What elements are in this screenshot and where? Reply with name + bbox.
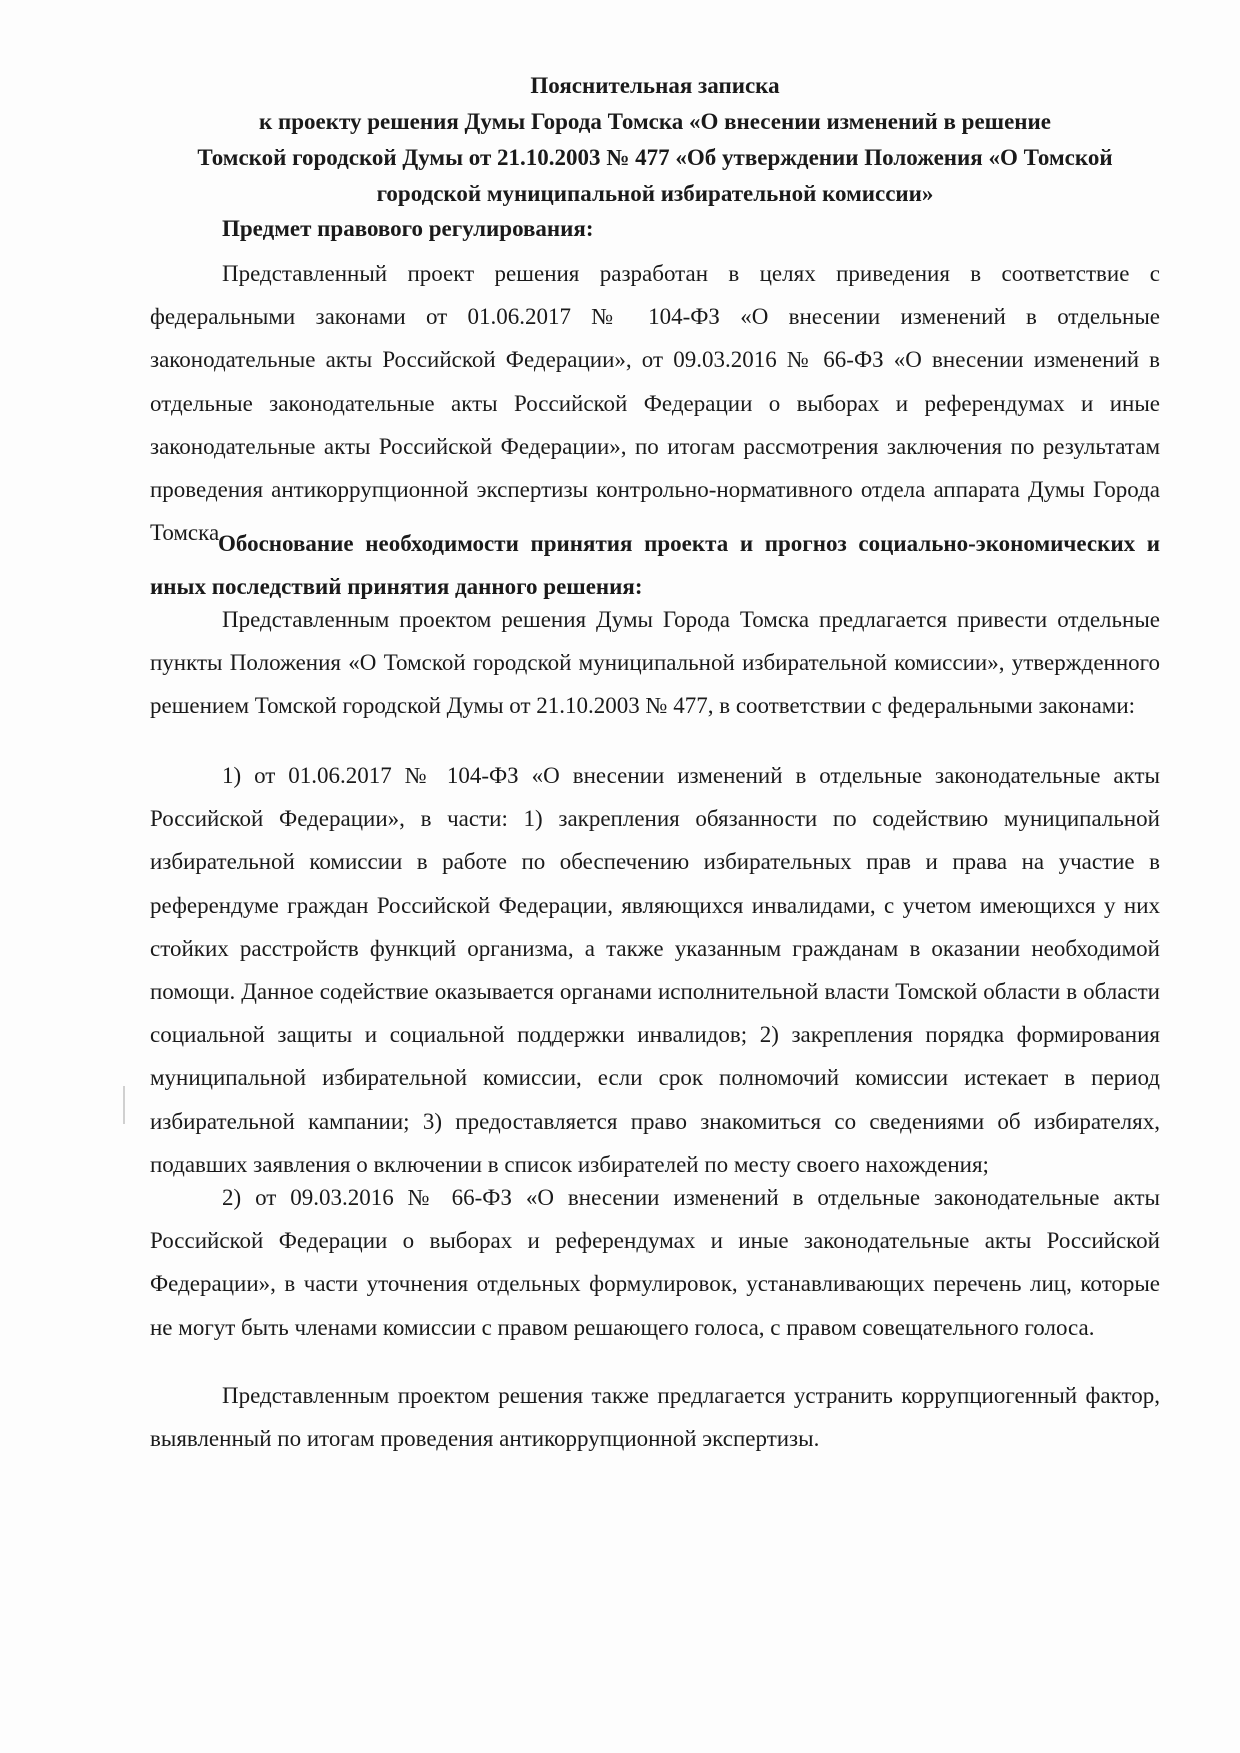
paragraph-justification: Представленным проектом решения Думы Города Томска предлагается привести отдельные пункты Положения «О Томской городской муниципальной избирательной комиссии», утвержденного решением Томской городской Думы от 21.10.2003 № 477, в соответствии с федеральными законами:	[150, 607, 1160, 719]
title-line-3: Томской городской Думы от 21.10.2003 № 477 «Об утверждении Положения «О Томской	[197, 145, 1113, 170]
list-item-1: 1) от 01.06.2017 № 104-ФЗ «О внесении изменений в отдельные законодательные акты Российской Федерации», в части: 1) закрепления обязанности по содействию муниципальной избирательной комиссии в работе по обеспечению избирательных прав и права на участие в референдуме граждан Российской Федерации, являющихся инвалидами, с учетом имеющихся у них стойких расстройств функций организма, а также указанным гражданам в оказании необходимой помощи. Данное содействие оказывается органами исполнительной власти Томской области в области социальной защиты и социальной поддержки инвалидов; 2) закрепления порядка формирования муниципальной избирательной комиссии, если срок полномочий комиссии истекает в период избирательной кампании; 3) предоставляется право знакомиться со сведениями об избирателях, подавших заявления о включении в список избирателей по месту своего нахождения;	[150, 763, 1160, 1177]
title-line-4: городской муниципальной избирательной комиссии»	[376, 181, 934, 206]
section-heading-justification: Обоснование необходимости принятия проекта и прогноз социально-экономических и иных последствий принятия данного решения:	[150, 531, 1160, 599]
title-line-2: к проекту решения Думы Города Томска «О внесении изменений в решение	[258, 109, 1052, 134]
list-item-2: 2) от 09.03.2016 № 66-ФЗ «О внесении изменений в отдельные законодательные акты Российской Федерации о выборах и референдумах и иные законодательные акты Российской Федерации», в части уточнения отдельных формулировок, устанавливающих перечень лиц, которые не могут быть членами комиссии с правом решающего голоса, с правом совещательного голоса.	[150, 1185, 1160, 1340]
title-line-1: Пояснительная записка	[530, 73, 780, 98]
section-heading-subject: Предмет правового регулирования:	[222, 216, 594, 241]
paragraph-subject: Представленный проект решения разработан в целях приведения в соответствие с федеральными законами от 01.06.2017 № 104-ФЗ «О внесении изменений в отдельные законодательные акты Российской Федерации», от 09.03.2016 № 66-ФЗ «О внесении изменений в отдельные законодательные акты Российской Федерации о выборах и референдумах и иные законодательные акты Российской Федерации», по итогам рассмотрения заключения по результатам проведения антикоррупционной экспертизы контрольно-нормативного отдела аппарата Думы Города Томска.	[150, 261, 1160, 546]
closing-paragraph: Представленным проектом решения также предлагается устранить коррупциогенный фактор, выявленный по итогам проведения антикоррупционной экспертизы.	[150, 1383, 1160, 1451]
scan-artifact	[123, 1086, 125, 1124]
document-title	[150, 68, 1160, 212]
